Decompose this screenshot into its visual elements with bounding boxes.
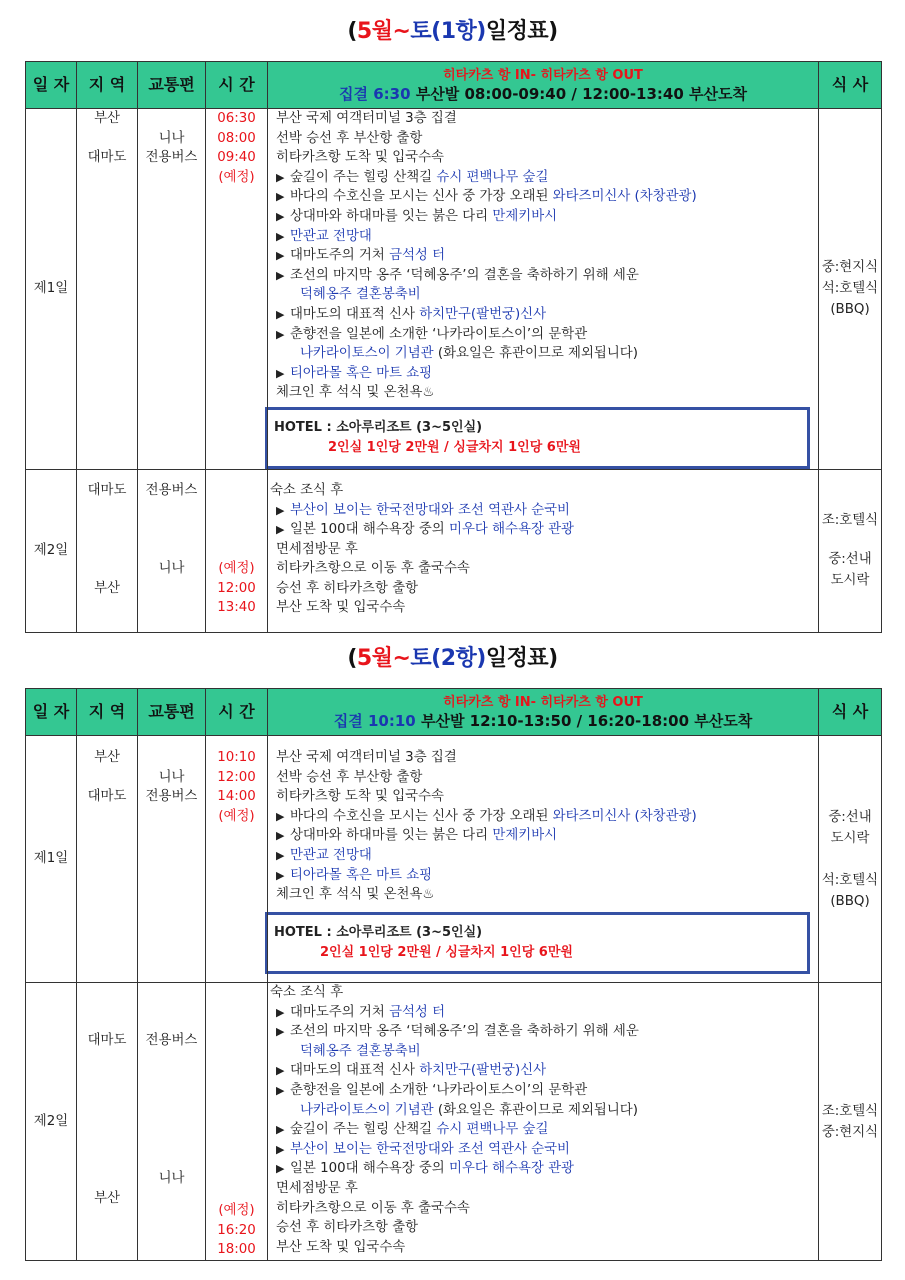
bullet-icon: ▶ xyxy=(276,170,285,184)
region-cell: 부산 대마도 xyxy=(77,736,138,983)
region-cell: 대마도 부산 xyxy=(77,983,138,1261)
schedule-title-2: (5월~토(2항)일정표) xyxy=(347,646,558,671)
transport-cell: 전용버스 니나 xyxy=(138,469,206,632)
table-row xyxy=(26,109,882,470)
transport-cell: 니나 전용버스 xyxy=(138,736,206,983)
itinerary-cell: 숙소 조식 후 ▶ 부산이 보이는 한국전망대와 조선 역관사 순국비 ▶ 일본 100대 해수욕장 중의 미우다 해수욕장 관광 면세점방문 후 히타카츠항으로 이동 후 출국수속 승선 후 히타카츠항 출항 부산 도착 및 입국수속 xyxy=(268,469,819,632)
bullet-icon: ▶ xyxy=(276,848,285,862)
schedule-text: 집결 10:10 부산발 12:10-13:50 / 16:20-18:00 부산도착 xyxy=(333,712,753,730)
bullet-icon: ▶ xyxy=(276,1083,285,1097)
header-meal: 식 사 xyxy=(819,62,882,109)
hotel-name: HOTEL : 소아루리조트 (3~5인실) xyxy=(274,924,483,940)
region-cell: 부산 대마도 xyxy=(77,109,138,470)
bullet-icon: ▶ xyxy=(276,1064,285,1078)
bullet-icon: ▶ xyxy=(276,229,285,243)
header-time: 시 간 xyxy=(206,689,268,736)
transport-cell: 전용버스 니나 xyxy=(138,983,206,1261)
region-cell: 대마도 부산 xyxy=(77,469,138,632)
header-transport: 교통편 xyxy=(138,62,206,109)
table-row xyxy=(26,736,882,983)
bullet-icon: ▶ xyxy=(276,523,285,537)
header-date: 일 자 xyxy=(26,62,77,109)
bullet-icon: ▶ xyxy=(276,366,285,380)
day-label: 제2일 xyxy=(26,983,77,1261)
header-transport: 교통편 xyxy=(138,689,206,736)
header-date: 일 자 xyxy=(26,689,77,736)
bullet-icon: ▶ xyxy=(276,249,285,263)
table-header-row xyxy=(26,62,882,109)
bullet-icon: ▶ xyxy=(276,307,285,321)
hotel-rate: 2인실 1인당 2만원 / 싱글차지 1인당 6만원 xyxy=(320,944,573,960)
time-cell: 10:10 12:00 14:00 (예정) xyxy=(206,736,268,983)
itinerary-cell: 부산 국제 여객터미널 3층 집결 선박 승선 후 부산항 출항 히타카츠항 도착 및 입국수속 ▶ 바다의 수호신을 모시는 신사 중 가장 오래된 와타즈미신사 (차창관광) ▶ 상대마와 하대마를 잇는 붉은 다리 만제키바시 ▶ 만관교 전망대 ▶ 티아라몰 혹은 마트 쇼핑 체크인 후 석식 및 온천욕♨ HOTEL : 소아루리조트 (3~5인실) 2인실 1인당 2만원 / 싱글차지 1인당 6만원 xyxy=(268,736,819,983)
itinerary-cell: 부산 국제 여객터미널 3층 집결 선박 승선 후 부산항 출항 히타카츠항 도착 및 입국수속 ▶ 숲길이 주는 힐링 산책길 슈시 편백나무 숲길 ▶ 바다의 수호신을 모시는 신사 중 가장 오래된 와타즈미신사 (차창관광) ▶ 상대마와 하대마를 잇는 붉은 다리 만제키바시 ▶ 만관교 전망대 ▶ 대마도주의 거처 금석성 터 ▶ 조선의 마지막 옹주 ‘덕혜옹주’의 결혼을 축하하기 위해 세운 덕혜옹주 결혼봉축비 ▶ 대마도의 대표적 신사 하치만구(팔번궁)신사 ▶ 춘향전을 일본에 소개한 ‘나카라이토스이’의 문학관 나카라이토스이 기념관 (화요일은 휴관이므로 제외됩니다) ▶ 티아라몰 혹은 마트 쇼핑 체크인 후 석식 및 온천욕♨ HOTEL : 소아루리조트 (3~5인실) 2인실 1인당 2만원 / 싱글차지 1인당 6만원 xyxy=(268,109,819,470)
transport-cell: 니나 전용버스 xyxy=(138,109,206,470)
header-region: 지 역 xyxy=(77,62,138,109)
bullet-icon: ▶ xyxy=(276,209,285,223)
hotel-box xyxy=(265,407,810,469)
time-cell: (예정) 12:00 13:40 xyxy=(206,469,268,632)
bullet-icon: ▶ xyxy=(276,1005,285,1019)
header-itinerary xyxy=(268,689,819,736)
route-text: 히타카츠 항 IN- 히타카츠 항 OUT xyxy=(443,695,643,710)
schedule-text: 집결 6:30 부산발 08:00-09:40 / 12:00-13:40 부산도착 xyxy=(339,85,747,103)
bullet-icon: ▶ xyxy=(276,829,285,843)
bullet-icon: ▶ xyxy=(276,503,285,517)
hotel-box xyxy=(265,912,810,974)
meal-cell: 조:호텔식 중:현지식 xyxy=(819,983,882,1261)
day-label: 제2일 xyxy=(26,469,77,632)
bullet-icon: ▶ xyxy=(276,868,285,882)
bullet-icon: ▶ xyxy=(276,1025,285,1039)
meal-cell: 중:선내 도시락 석:호텔식 (BBQ) xyxy=(819,736,882,983)
hotel-rate: 2인실 1인당 2만원 / 싱글차지 1인당 6만원 xyxy=(328,439,581,455)
bullet-icon: ▶ xyxy=(276,190,285,204)
bullet-icon: ▶ xyxy=(276,1162,285,1176)
time-cell: 06:30 08:00 09:40 (예정) xyxy=(206,109,268,470)
itinerary-cell: 숙소 조식 후 ▶ 대마도주의 거처 금석성 터 ▶ 조선의 마지막 옹주 ‘덕혜옹주’의 결혼을 축하하기 위해 세운 덕혜옹주 결혼봉축비 ▶ 대마도의 대표적 신사 하치만구(팔번궁)신사 ▶ 춘향전을 일본에 소개한 ‘나카라이토스이’의 문학관 나카라이토스이 기념관 (화요일은 휴관이므로 제외됩니다) ▶ 숲길이 주는 힐링 산책길 슈시 편백나무 숲길 ▶ 부산이 보이는 한국전망대와 조선 역관사 순국비 ▶ 일본 100대 해수욕장 중의 미우다 해수욕장 관광 면세점방문 후 히타카츠항으로 이동 후 출국수속 승선 후 히타카츠항 출항 부산 도착 및 입국수속 xyxy=(268,983,819,1261)
route-text: 히타카츠 항 IN- 히타카츠 항 OUT xyxy=(443,68,643,83)
meal-cell: 조:호텔식 중:선내 도시락 xyxy=(819,469,882,632)
header-time: 시 간 xyxy=(206,62,268,109)
header-region: 지 역 xyxy=(77,689,138,736)
header-itinerary xyxy=(268,62,819,109)
day-label: 제1일 xyxy=(26,109,77,470)
schedule-table-1 xyxy=(25,61,882,633)
day-label: 제1일 xyxy=(26,736,77,983)
bullet-icon: ▶ xyxy=(276,268,285,282)
meal-cell: 중:현지식 석:호텔식 (BBQ) xyxy=(819,109,882,470)
hotel-name: HOTEL : 소아루리조트 (3~5인실) xyxy=(274,419,483,435)
bullet-icon: ▶ xyxy=(276,809,285,823)
bullet-icon: ▶ xyxy=(276,1123,285,1137)
header-meal: 식 사 xyxy=(819,689,882,736)
schedule-title-1: (5월~토(1항)일정표) xyxy=(347,19,558,44)
table-row xyxy=(26,469,882,632)
schedule-table-2 xyxy=(25,688,882,1261)
bullet-icon: ▶ xyxy=(276,1142,285,1156)
time-cell: (예정) 16:20 18:00 xyxy=(206,983,268,1261)
table-row xyxy=(26,983,882,1261)
table-header-row xyxy=(26,689,882,736)
bullet-icon: ▶ xyxy=(276,327,285,341)
